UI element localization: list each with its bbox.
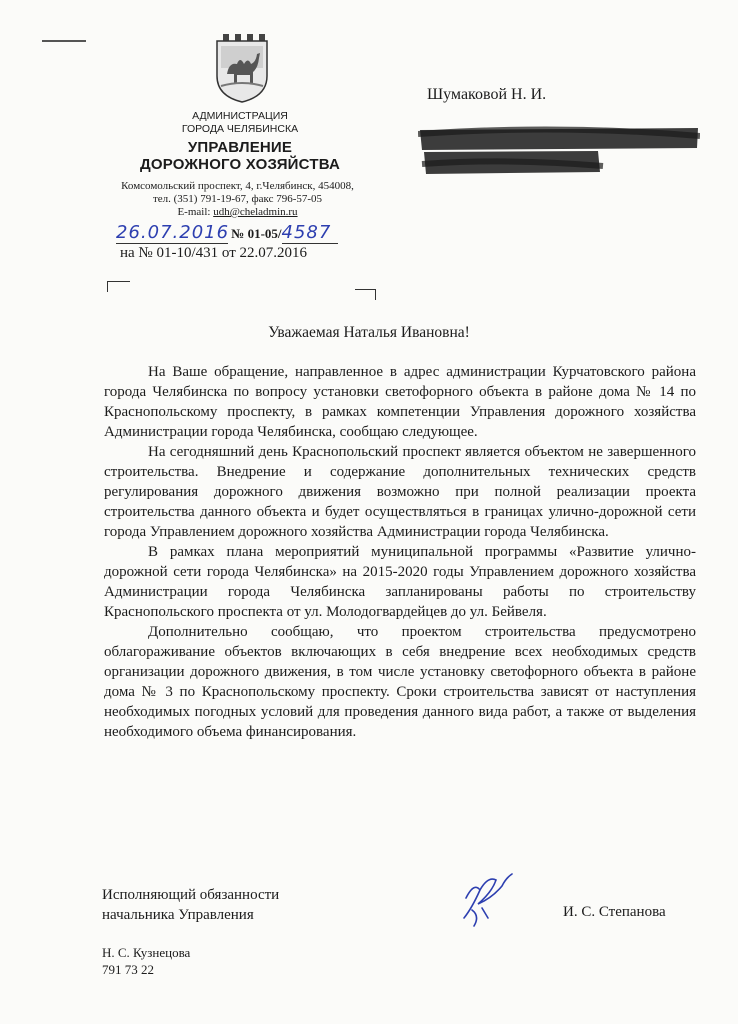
email-prefix: E-mail: [177,206,214,218]
greeting: Уважаемая Наталья Ивановна! [268,324,470,341]
handwritten-number: 4587 [282,222,338,244]
org-contacts [110,180,365,219]
handwritten-date: 26.07.2016 [116,222,230,243]
handwritten-signature [452,868,516,930]
redacted-address-mark [418,124,700,176]
executor-phone: 791 73 22 [102,962,154,977]
dept-line-1: УПРАВЛЕНИЕ [187,139,293,156]
org-email-line [110,206,365,219]
address-field-corner-right [355,289,376,300]
signatory-title [102,885,279,925]
paragraph-2: На сегодняшний день Краснопольский проспект является объектом не завершенного строительства. Внедрение и содержание дополнительных технических средств регулирования дорожного движения возможно при полной реализации проекта строительства данного объекта и будет осуществляться в границах улично-дорожной сети города Управлением дорожного хозяйства Администрации города Челябинска. [104,444,696,540]
coat-of-arms-icon [213,34,271,104]
org-email-link[interactable]: udh@cheladmin.ru [213,206,298,218]
reference-line: на № 01-10/431 от 22.07.2016 [120,245,308,261]
address-field-corner-left [107,281,130,292]
dept-line-2: ДОРОЖНОГО ХОЗЯЙСТВА [139,156,341,173]
outgoing-number-prefix: № 01-05/ [231,226,282,241]
org-address: Комсомольский проспект, 4, г.Челябинск, 454008, [121,180,354,192]
org-name [150,110,330,136]
paragraph-1: На Ваше обращение, направленное в адрес администрации Курчатовского района города Челябинска по вопросу установки светофорного объекта в районе дома № 14 по Краснопольскому проспекту, в рамках компетенции Управления дорожного хозяйства Администрации города Челябинска, сообщаю следующее. [104,364,696,440]
org-line-1: АДМИНИСТРАЦИЯ [192,110,288,122]
signatory-name: И. С. Степанова [563,904,666,920]
dept-name [130,139,350,173]
letter-body [104,362,696,742]
recipient-name: Шумаковой Н. И. [427,86,547,103]
registration-line [116,222,338,244]
signatory-title-line-1: Исполняющий обязанности [102,887,280,903]
paragraph-4: Дополнительно сообщаю, что проектом строительства предусмотрено облагораживание объектов включающих в себя внедрение всех необходимых средств организации дорожного движения, в том числе установку светофорного объекта в районе дома № 3 по Краснопольскому проспекту. Сроки строительства зависят от наступления необходимых погодных условий для проведения данного вида работ, а также от выделения необходимого объема финансирования. [104,624,696,740]
executor-block [102,944,190,978]
org-phone: тел. (351) 791-19-67, факс 796-57-05 [152,193,323,205]
executor-name: Н. С. Кузнецова [102,945,191,960]
paragraph-3: В рамках плана мероприятий муниципальной программы «Развитие улично-дорожной сети города Челябинска» на 2015-2020 годы Управлением дорожного хозяйства Администрации города Челябинска запланированы работы по строительству Краснопольского проспекта от ул. Молодогвардейцев до ул. Бейвеля. [104,544,696,620]
org-line-2: ГОРОДА ЧЕЛЯБИНСКА [181,123,299,135]
top-margin-mark [42,40,86,42]
signatory-title-line-2: начальника Управления [102,907,254,923]
